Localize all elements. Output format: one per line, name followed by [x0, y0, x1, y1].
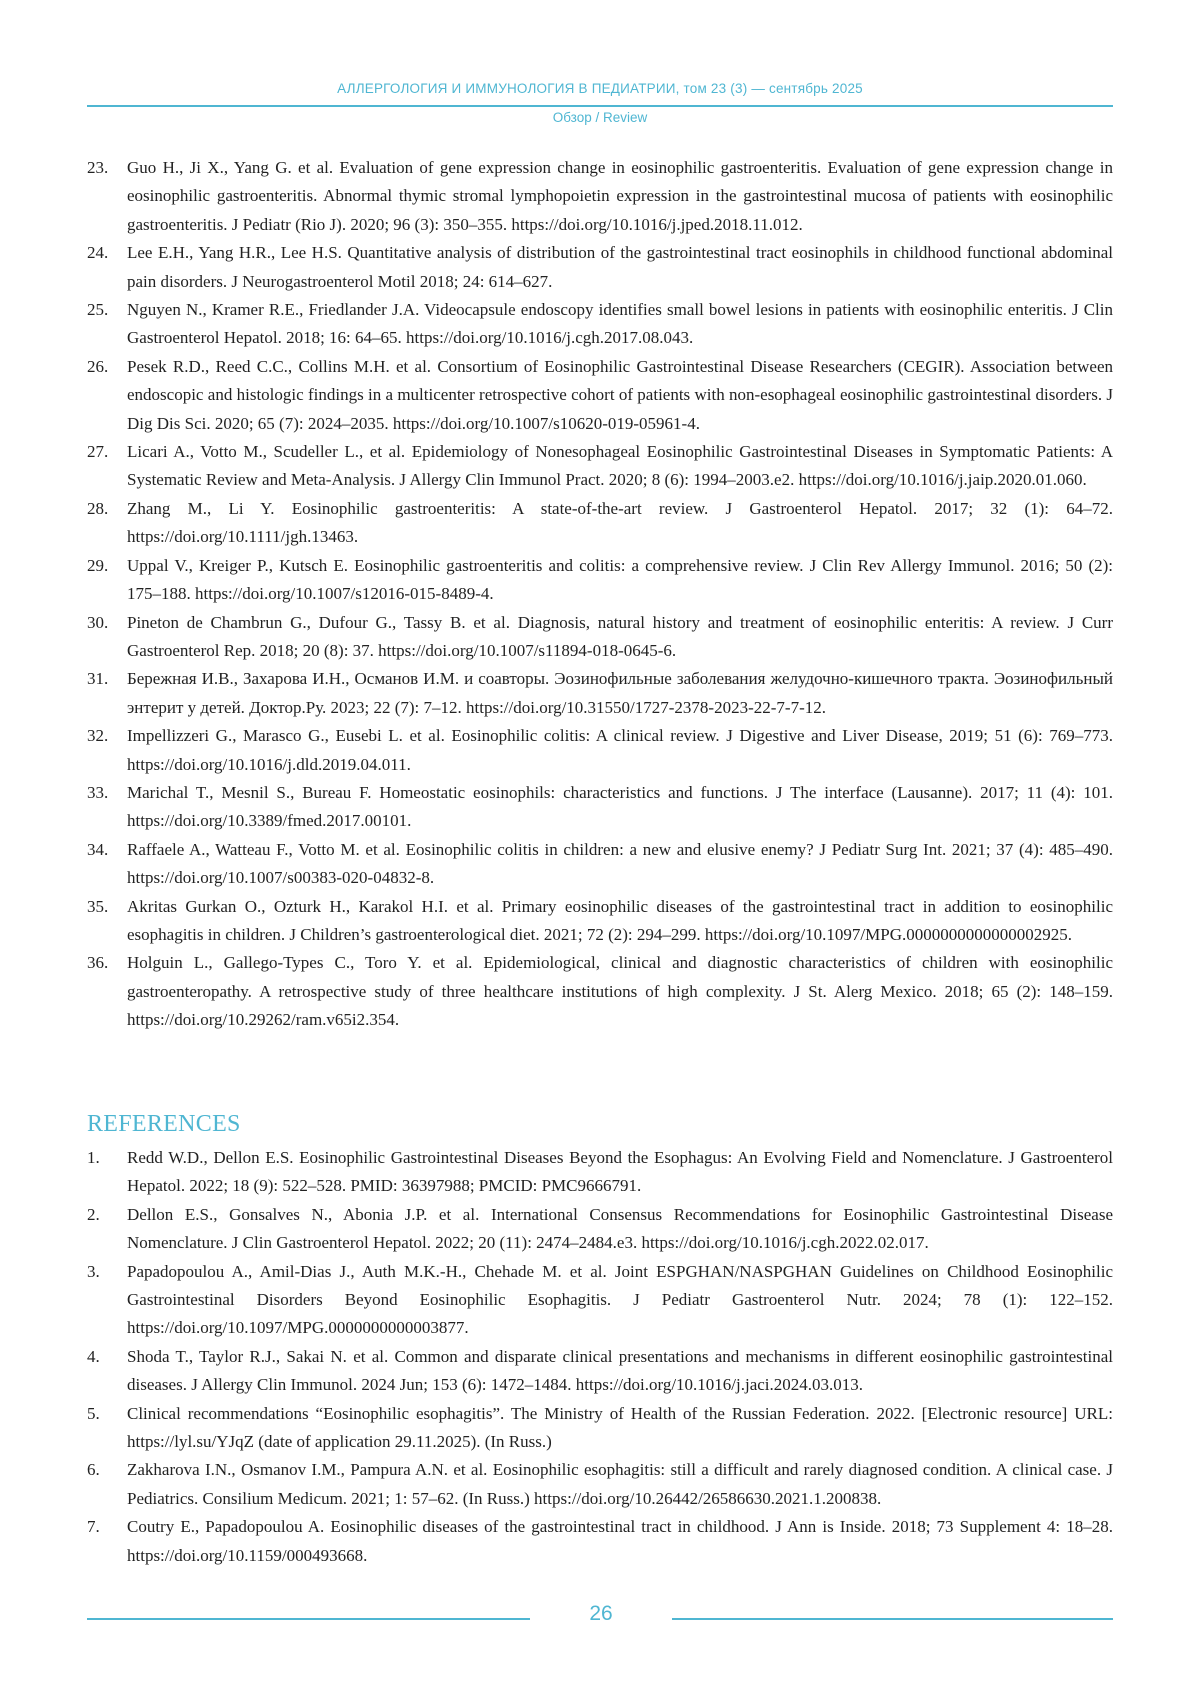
footer-rule-right	[672, 1618, 1113, 1620]
reference-text: Lee E.H., Yang H.R., Lee H.S. Quantitative analysis of distribution of the gastrointestinal tract eosinophils in childhood functional abdominal pain disorders. J Neurogastroenterol Motil 2018; 24: 614–627.	[127, 243, 1113, 291]
reference-item	[87, 722, 1113, 779]
reference-item	[87, 1258, 1113, 1343]
reference-item	[87, 609, 1113, 666]
reference-number: 3.	[87, 1261, 100, 1281]
reference-item	[87, 836, 1113, 893]
reference-item	[87, 239, 1113, 296]
reference-item	[87, 949, 1113, 1034]
reference-text: Shoda T., Taylor R.J., Sakai N. et al. Common and disparate clinical presentations and mechanisms in different eosinophilic gastrointestinal diseases. J Allergy Clin Immunol. 2024 Jun; 153 (6): 1472–1484. https://doi.org/10.1016/j.jaci.2024.03.013.	[127, 1346, 1113, 1395]
reference-text: Uppal V., Kreiger P., Kutsch E. Eosinophilic gastroenteritis and colitis: a comprehensive review. J Clin Rev Allergy Immunol. 2016; 50 (2): 175–188. https://doi.org/10.1007/s12016-015-8489-4.	[127, 555, 1113, 604]
reference-number: 1.	[87, 1148, 100, 1167]
reference-text: Raffaele A., Watteau F., Votto M. et al. Eosinophilic colitis in children: a new and elusive enemy? J Pediatr Surg Int. 2021; 37 (4): 485–490. https://doi.org/10.1007/s00383-020-04832-8.	[127, 839, 1113, 888]
reference-item	[87, 438, 1113, 495]
reference-text: Redd W.D., Dellon E.S. Eosinophilic Gastrointestinal Diseases Beyond the Esophagus: An Evolving Field and Nomenclature. J Gastroenterol Hepatol. 2022; 18 (9): 522–528. PMID: 36397988; PMCID: PMC9666791.	[127, 1148, 1113, 1196]
reference-number: 30.	[87, 612, 109, 632]
reference-number: 26.	[87, 356, 109, 376]
reference-number: 7.	[87, 1517, 100, 1537]
reference-number: 28.	[87, 498, 109, 518]
reference-item	[87, 1400, 1113, 1457]
reference-item	[87, 893, 1113, 950]
reference-text: Guo H., Ji X., Yang G. et al. Evaluation of gene expression change in eosinophilic gastroenteritis. Evaluation of gene expression change in eosinophilic gastroenteritis. Abnormal thymic stromal lymphopoietin expression in the gastrointestinal mucosa of patients with eosinophilic gastroenteritis. J Pediatr (Rio J). 2020; 96 (3): 350–355. https://doi.org/10.1016/j.jped.2018.11.012.	[127, 158, 1113, 234]
reference-text: Бережная И.В., Захарова И.Н., Османов И.М. и соавторы. Эозинофильные заболевания желудочно-кишечного тракта. Эозинофильный энтерит у детей. Доктор.Ру. 2023; 22 (7): 7–12. https://doi.org/10.31550/1727-2378-2023-22-7-7-12.	[127, 669, 1113, 717]
reference-number: 34.	[87, 839, 109, 859]
reference-text: Pesek R.D., Reed C.C., Collins M.H. et al. Consortium of Eosinophilic Gastrointestinal Disease Researchers (CEGIR). Association between endoscopic and histologic findings in a multicenter retrospective cohort of patients with non-esophageal eosinophilic gastrointestinal disorders. J Dig Dis Sci. 2020; 65 (7): 2024–2035. https://doi.org/10.1007/s10620-019-05961-4.	[127, 356, 1113, 433]
reference-text: Zakharova I.N., Osmanov I.M., Pampura A.N. et al. Eosinophilic esophagitis: still a difficult and rarely diagnosed condition. A clinical case. J Pediatrics. Consilium Medicum. 2021; 1: 57–62. (In Russ.) https://doi.org/10.26442/26586630.2021.1.200838.	[127, 1460, 1113, 1508]
reference-number: 23.	[87, 158, 109, 177]
reference-text: Holguin L., Gallego-Types C., Toro Y. et al. Epidemiological, clinical and diagnostic characteristics of children with eosinophilic gastroenteropathy. A retrospective study of three healthcare institutions of high complexity. J St. Alerg Mexico. 2018; 65 (2): 148–159. https://doi.org/10.29262/ram.v65i2.354.	[127, 953, 1113, 1030]
reference-item	[87, 1513, 1113, 1570]
reference-number: 31.	[87, 669, 109, 689]
journal-title: АЛЛЕРГОЛОГИЯ И ИММУНОЛОГИЯ В ПЕДИАТРИИ, том 23 (3) — сентябрь 2025	[337, 81, 863, 96]
reference-item	[87, 353, 1113, 438]
page-number: 26	[589, 1602, 613, 1625]
reference-item	[87, 665, 1113, 722]
reference-number: 6.	[87, 1460, 100, 1480]
reference-number: 27.	[87, 442, 109, 462]
reference-item	[87, 1144, 1113, 1201]
reference-list-en	[87, 1144, 1113, 1570]
reference-number: 29.	[87, 555, 109, 575]
reference-text: Licari A., Votto M., Scudeller L., et al. Epidemiology of Nonesophageal Eosinophilic Gastrointestinal Diseases in Symptomatic Patients: A Systematic Review and Meta-Analysis. J Allergy Clin Immunol Pract. 2020; 8 (6): 1994–2003.e2. https://doi.org/10.1016/j.jaip.2020.01.060.	[127, 442, 1113, 490]
reference-number: 25.	[87, 300, 109, 320]
reference-number: 4.	[87, 1346, 100, 1366]
section-label: Обзор / Review	[552, 110, 648, 125]
reference-item	[87, 154, 1113, 239]
reference-number: 5.	[87, 1403, 100, 1423]
reference-item	[87, 779, 1113, 836]
reference-item	[87, 495, 1113, 552]
reference-item	[87, 1343, 1113, 1400]
reference-number: 2.	[87, 1204, 100, 1224]
footer-rule-left	[87, 1618, 530, 1620]
reference-item	[87, 552, 1113, 609]
reference-list-ru	[87, 154, 1113, 1035]
reference-text: Impellizzeri G., Marasco G., Eusebi L. et al. Eosinophilic colitis: A clinical review. J Digestive and Liver Disease, 2019; 51 (6): 769–773. https://doi.org/10.1016/j.dld.2019.04.011.	[127, 726, 1113, 774]
reference-text: Dellon E.S., Gonsalves N., Abonia J.P. et al. International Consensus Recommendations for Eosinophilic Gastrointestinal Disease Nomenclature. J Clin Gastroenterol Hepatol. 2022; 20 (11): 2474–2484.e3. https://doi.org/10.1016/j.cgh.2022.02.017.	[127, 1204, 1113, 1253]
reference-text: Akritas Gurkan O., Ozturk H., Karakol H.I. et al. Primary eosinophilic diseases of the gastrointestinal tract in addition to eosinophilic esophagitis in children. J Children’s gastroenterological diet. 2021; 72 (2): 294–299. https://doi.org/10.1097/MPG.0000000000000002925.	[127, 896, 1113, 944]
reference-text: Pineton de Chambrun G., Dufour G., Tassy B. et al. Diagnosis, natural history and treatment of eosinophilic enteritis: A review. J Curr Gastroenterol Rep. 2018; 20 (8): 37. https://doi.org/10.1007/s11894-018-0645-6.	[127, 612, 1113, 660]
reference-text: Nguyen N., Kramer R.E., Friedlander J.A. Videocapsule endoscopy identifies small bowel lesions in patients with eosinophilic enteritis. J Clin Gastroenterol Hepatol. 2018; 16: 64–65. https://doi.org/10.1016/j.cgh.2017.08.043.	[127, 300, 1113, 348]
reference-number: 24.	[87, 243, 109, 263]
reference-item	[87, 1201, 1113, 1258]
reference-text: Marichal T., Mesnil S., Bureau F. Homeostatic eosinophils: characteristics and functions. J The interface (Lausanne). 2017; 11 (4): 101. https://doi.org/10.3389/fmed.2017.00101.	[127, 782, 1113, 831]
reference-text: Clinical recommendations “Eosinophilic esophagitis”. The Ministry of Health of the Russian Federation. 2022. [Electronic resource] URL: https://lyl.su/YJqZ (date of application 29.11.2025). (In Russ.)	[127, 1403, 1113, 1452]
reference-text: Papadopoulou A., Amil-Dias J., Auth M.K.-H., Chehade M. et al. Joint ESPGHAN/NASPGHAN Guidelines on Childhood Eosinophilic Gastrointestinal Disorders Beyond Eosinophilic Esophagitis. J Pediatr Gastroenterol Nutr. 2024; 78 (1): 122–152. https://doi.org/10.1097/MPG.0000000000003877.	[127, 1261, 1113, 1338]
reference-number: 32.	[87, 726, 109, 746]
reference-item	[87, 296, 1113, 353]
reference-number: 33.	[87, 782, 109, 802]
reference-item	[87, 1456, 1113, 1513]
references-heading: REFERENCES	[87, 1111, 241, 1137]
reference-number: 35.	[87, 896, 109, 916]
reference-text: Zhang M., Li Y. Eosinophilic gastroenteritis: A state-of-the-art review. J Gastroenterol Hepatol. 2017; 32 (1): 64–72. https://doi.org/10.1111/jgh.13463.	[127, 498, 1113, 547]
reference-number: 36.	[87, 953, 109, 973]
reference-text: Coutry E., Papadopoulou A. Eosinophilic diseases of the gastrointestinal tract in childhood. J Ann is Inside. 2018; 73 Supplement 4: 18–28. https://doi.org/10.1159/000493668.	[127, 1517, 1113, 1565]
header-rule	[87, 105, 1113, 107]
